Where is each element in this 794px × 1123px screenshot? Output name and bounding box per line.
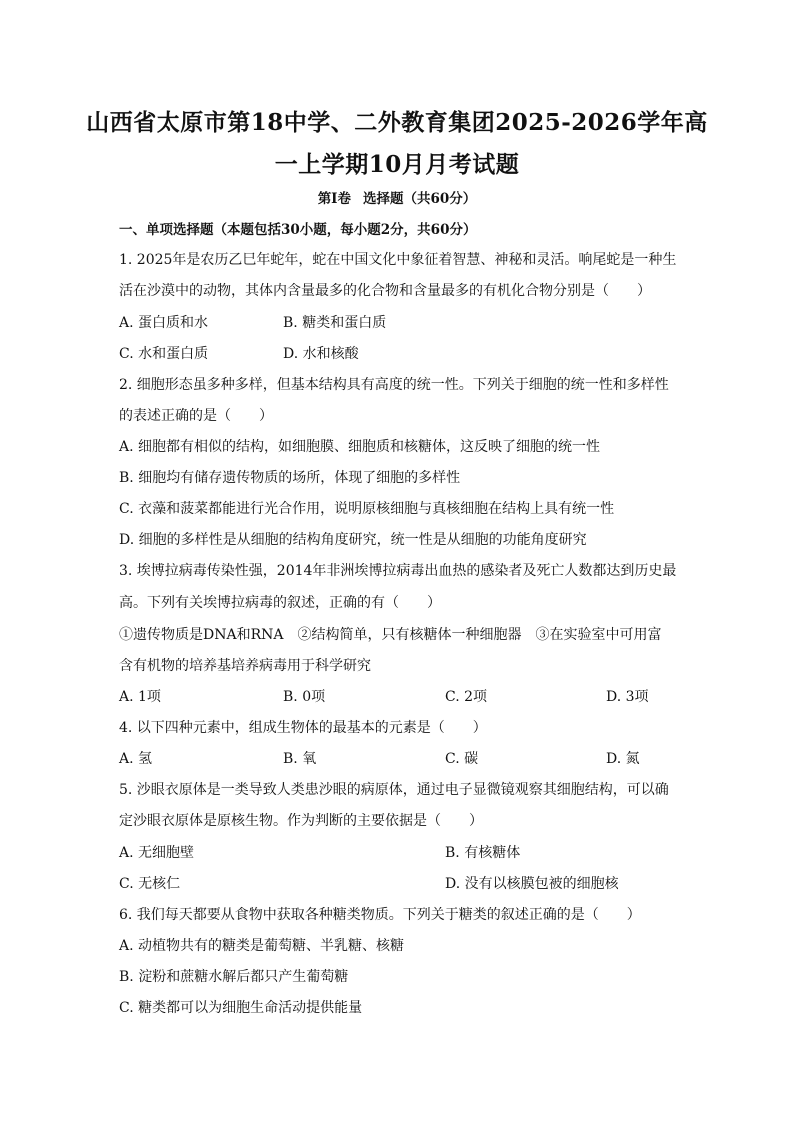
q4-option-b: B. 氧 <box>283 751 317 767</box>
q2-option-c: C. 衣藻和菠菜都能进行光合作用，说明原核细胞与真核细胞在结构上具有统一性 <box>119 501 615 517</box>
q5-option-b: B. 有核糖体 <box>445 845 521 861</box>
q1-option-b: B. 糖类和蛋白质 <box>283 315 387 331</box>
q4-option-c: C. 碳 <box>445 751 479 767</box>
q4-stem-line-1: 4. 以下四种元素中，组成生物体的最基本的元素是（ ） <box>119 720 487 736</box>
q6-option-a: A. 动植物共有的糖类是葡萄糖、半乳糖、核糖 <box>119 938 405 954</box>
q6-stem-line-1: 6. 我们每天都要从食物中获取各种糖类物质。下列关于糖类的叙述正确的是（ ） <box>119 907 641 923</box>
q4-option-a: A. 氢 <box>119 751 153 767</box>
q2-stem-line-2: 的表述正确的是（ ） <box>119 408 273 424</box>
q3-stem-line-3: ①遗传物质是DNA和RNA ②结构简单，只有核糖体一种细胞器 ③在实验室中可用富 <box>119 627 662 643</box>
q3-option-a: A. 1项 <box>119 689 161 705</box>
q2-stem-line-1: 2. 细胞形态虽多种多样，但基本结构具有高度的统一性。下列关于细胞的统一性和多样性 <box>119 377 669 393</box>
section-name: 选择题（共60分） <box>363 191 477 207</box>
q6-option-c: C. 糖类都可以为细胞生命活动提供能量 <box>119 1000 363 1016</box>
q5-option-d: D. 没有以核膜包被的细胞核 <box>445 876 619 892</box>
q4-option-d: D. 氮 <box>606 751 640 767</box>
q1-stem-line-1: 1. 2025年是农历乙巳年蛇年，蛇在中国文化中象征着智慧、神秘和灵活。响尾蛇是一种生 <box>119 252 677 268</box>
q1-option-d: D. 水和核酸 <box>283 346 359 362</box>
q2-option-d: D. 细胞的多样性是从细胞的结构角度研究，统一性是从细胞的功能角度研究 <box>119 532 587 548</box>
q3-stem-line-4: 含有机物的培养基培养病毒用于科学研究 <box>119 658 371 674</box>
section-heading <box>0 187 794 207</box>
q1-stem-line-2: 活在沙漠中的动物，其体内含量最多的化合物和含量最多的有机化合物分别是（ ） <box>119 283 651 299</box>
q3-option-d: D. 3项 <box>606 689 649 705</box>
q5-option-c: C. 无核仁 <box>119 876 181 892</box>
q3-stem-line-2: 高。下列有关埃博拉病毒的叙述，正确的有（ ） <box>119 595 441 611</box>
q3-option-b: B. 0项 <box>283 689 326 705</box>
part-heading: 一、单项选择题（本题包括30小题，每小题2分，共60分） <box>119 222 477 238</box>
q6-option-b: B. 淀粉和蔗糖水解后都只产生葡萄糖 <box>119 969 349 985</box>
q3-option-c: C. 2项 <box>445 689 488 705</box>
q3-stem-line-1: 3. 埃博拉病毒传染性强，2014年非洲埃博拉病毒出血热的感染者及死亡人数都达到历史最 <box>119 563 677 579</box>
q5-stem-line-1: 5. 沙眼衣原体是一类导致人类患沙眼的病原体，通过电子显微镜观察其细胞结构，可以确 <box>119 782 669 798</box>
q1-option-a: A. 蛋白质和水 <box>119 315 209 331</box>
q2-option-b: B. 细胞均有储存遗传物质的场所，体现了细胞的多样性 <box>119 470 461 486</box>
q5-option-a: A. 无细胞壁 <box>119 845 195 861</box>
exam-title-line-2: 一上学期10月月考试题 <box>274 151 520 178</box>
q1-option-c: C. 水和蛋白质 <box>119 346 209 362</box>
q5-stem-line-2: 定沙眼衣原体是原核生物。作为判断的主要依据是（ ） <box>119 813 483 829</box>
section-volume: 第Ⅰ卷 <box>317 191 352 207</box>
exam-title-line-1: 山西省太原市第18中学、二外教育集团2025-2026学年高 <box>86 109 708 136</box>
q2-option-a: A. 细胞都有相似的结构，如细胞膜、细胞质和核糖体，这反映了细胞的统一性 <box>119 439 601 455</box>
